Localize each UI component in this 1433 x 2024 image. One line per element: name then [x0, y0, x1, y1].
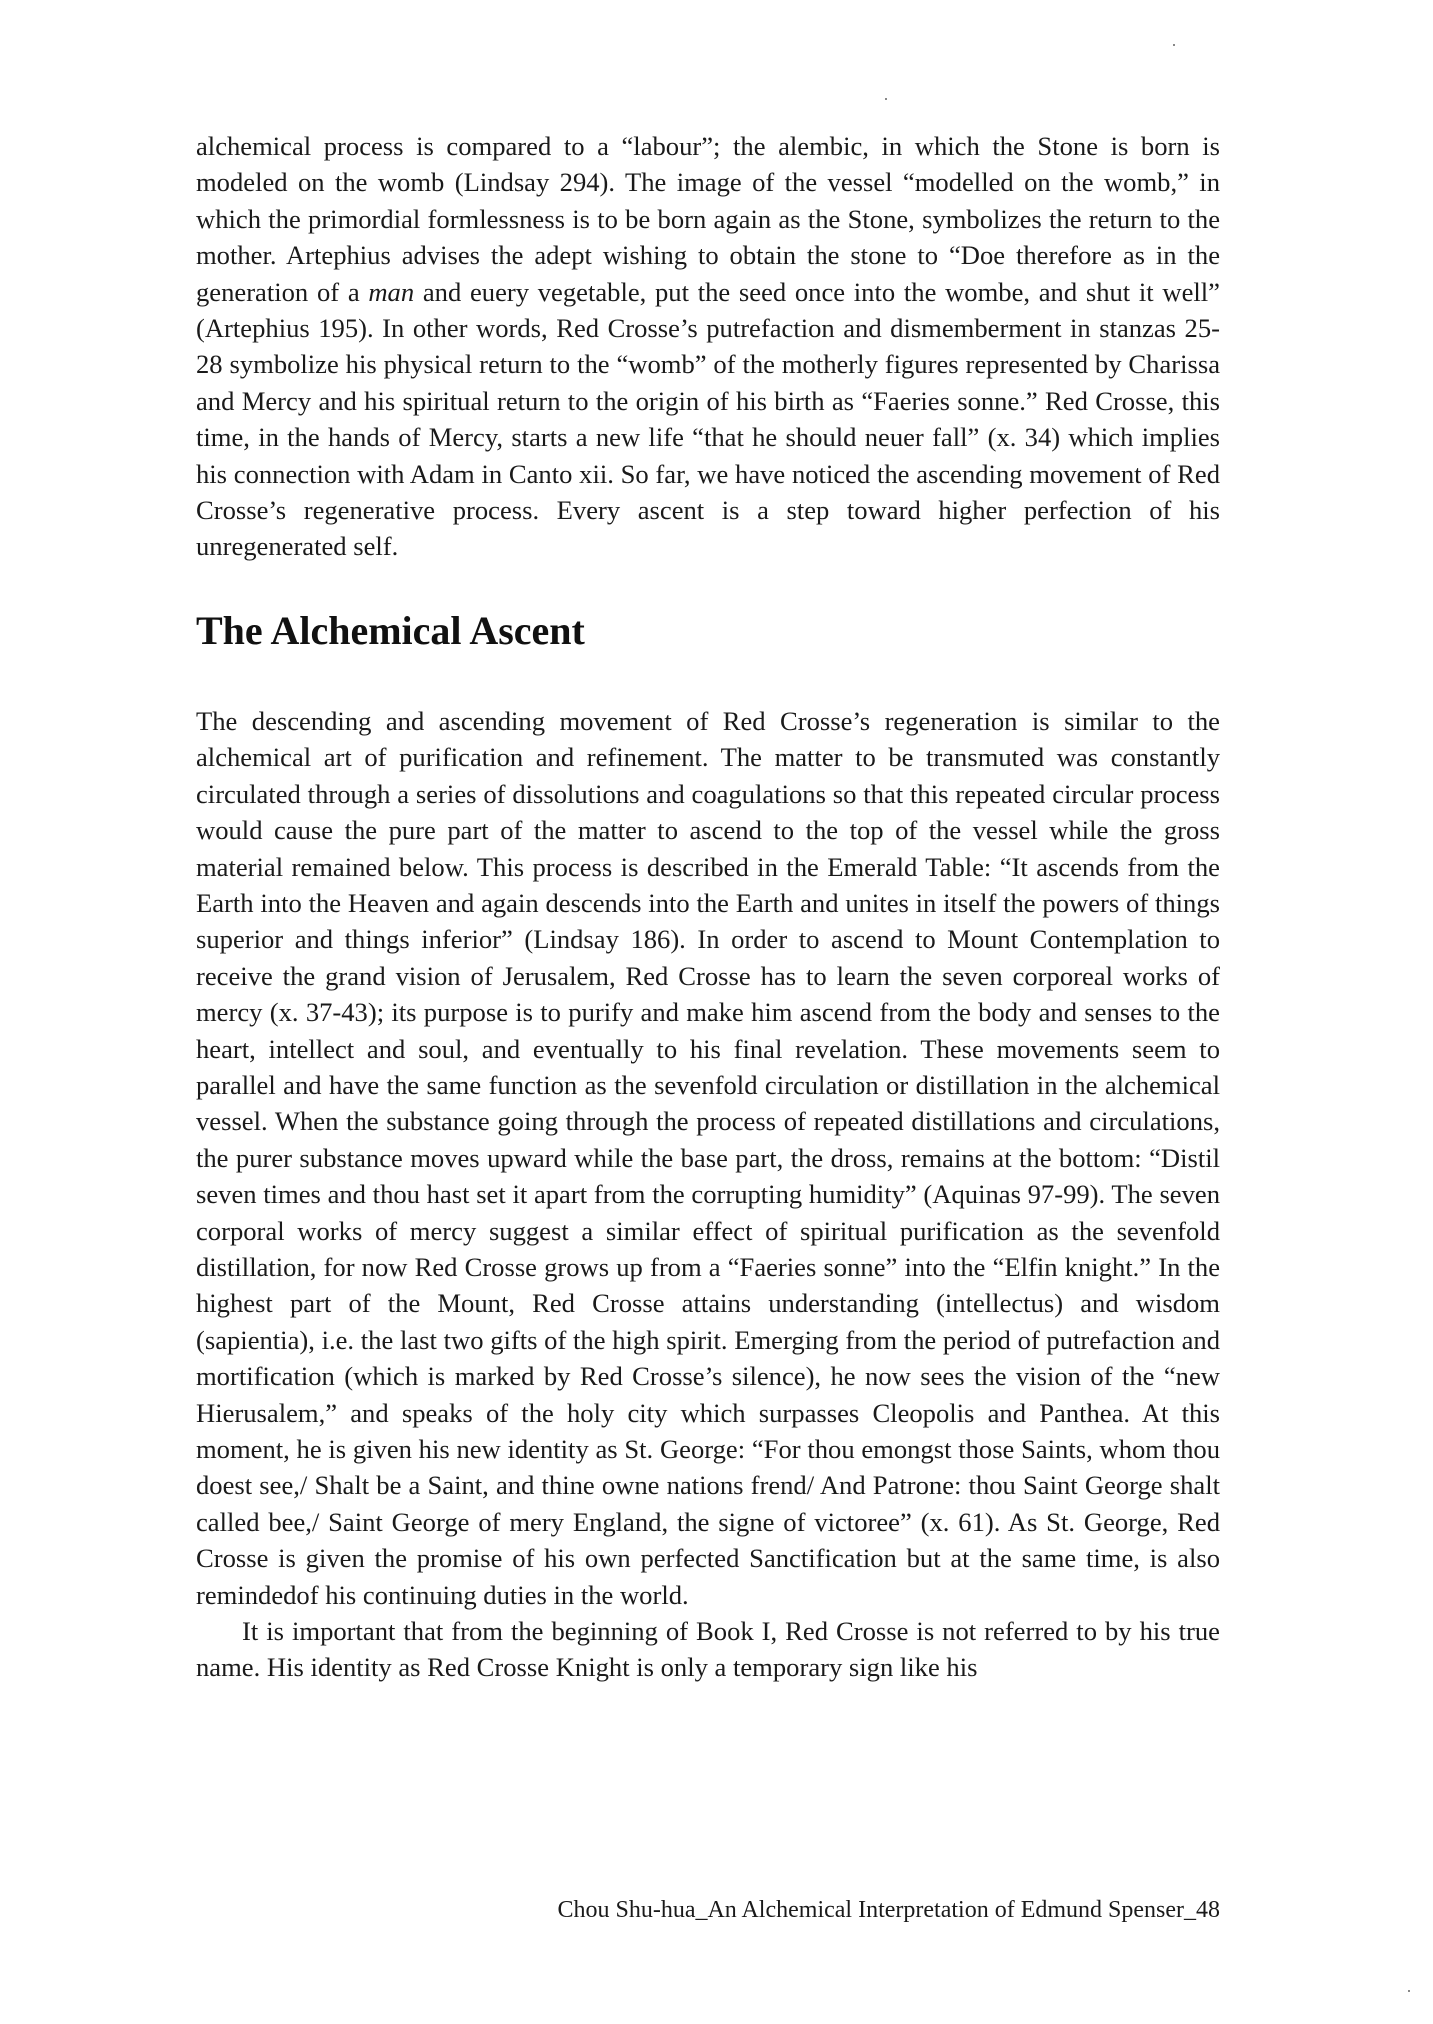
- opening-paragraph-italic: man: [368, 276, 415, 307]
- section-heading: The Alchemical Ascent: [196, 607, 585, 653]
- opening-paragraph: [196, 128, 1220, 565]
- opening-paragraph-text-2: and euery vegetable, put the seed once into the wombe, and shut it well” (Artephius 195). In other words, Red Crosse’s putrefaction and dismemberment in stanzas 25-28 symbolize his physical return to the “womb” of the motherly figures represented by Charissa and Mercy and his spiritual return to the origin of his birth as “Faeries sonne.” Red Crosse, this time, in the hands of Mercy, starts a new life “that he should neuer fall” (x. 34) which implies his connection with Adam in Canto xii. So far, we have noticed the ascending movement of Red Crosse’s regenerative process. Every ascent is a step toward higher perfection of his unregenerated self.: [196, 276, 1220, 562]
- page-footer: Chou Shu-hua_An Alchemical Interpretation of Edmund Spenser_48: [557, 1897, 1220, 1923]
- section-paragraph-2: It is important that from the beginning of Book I, Red Crosse is not referred to by his true name. His identity as Red Crosse Knight is only a temporary sign like his: [196, 1616, 1220, 1683]
- section-heading-wrapper: [196, 607, 1220, 655]
- scan-speck: [885, 98, 887, 100]
- scan-speck: [1408, 1990, 1410, 1992]
- section-paragraph-1: The descending and ascending movement of Red Crosse’s regeneration is similar to the alchemical art of purification and refinement. The matter to be transmuted was constantly circulated through a series of dissolutions and coagulations so that this repeated circular process would cause the pure part of the matter to ascend to the top of the vessel while the gross material remained below. This process is described in the Emerald Table: “It ascends from the Earth into the Heaven and again descends into the Earth and unites in itself the powers of things superior and things inferior” (Lindsay 186). In order to ascend to Mount Contemplation to receive the grand vision of Jerusalem, Red Crosse has to learn the seven corporeal works of mercy (x. 37-43); its purpose is to purify and make him ascend from the body and senses to the heart, intellect and soul, and eventually to his final revelation. These movements seem to parallel and have the same function as the sevenfold circulation or distillation in the alchemical vessel. When the substance going through the process of repeated distillations and circulations, the purer substance moves upward while the base part, the dross, remains at the bottom: “Distil seven times and thou hast set it apart from the corrupting humidity” (Aquinas 97-99). The seven corporal works of mercy suggest a similar effect of spiritual purification as the sevenfold distillation, for now Red Crosse grows up from a “Faeries sonne” into the “Elfin knight.” In the highest part of the Mount, Red Crosse attains understanding (intellectus) and wisdom (sapientia), i.e. the last two gifts of the high spirit. Emerging from the period of putrefaction and mortification (which is marked by Red Crosse’s silence), he now sees the vision of the “new Hierusalem,” and speaks of the holy city which surpasses Cleopolis and Panthea. At this moment, he is given his new identity as St. George: “For thou emongst those Saints, whom thou doest see,/ Shalt be a Saint, and thine owne nations frend/ And Patrone: thou Saint George shalt called bee,/ Saint George of mery England, the signe of victoree” (x. 61). As St. George, Red Crosse is given the promise of his own perfected Sanctification but at the same time, is also remindedof his continuing duties in the world.: [196, 705, 1220, 1610]
- opening-paragraph-text-1: alchemical process is compared to a “labour”; the alembic, in which the Stone is born is modeled on the womb (Lindsay 294). The image of the vessel “modelled on the womb,” in which the primordial formlessness is to be born again as the Stone, symbolizes the return to the mother. Artephius advises the adept wishing to obtain the stone to “Doe therefore as in the generation of a: [196, 131, 1220, 307]
- section-body: [196, 703, 1220, 1686]
- scan-speck: [1173, 44, 1175, 46]
- page-content: [196, 128, 1220, 1686]
